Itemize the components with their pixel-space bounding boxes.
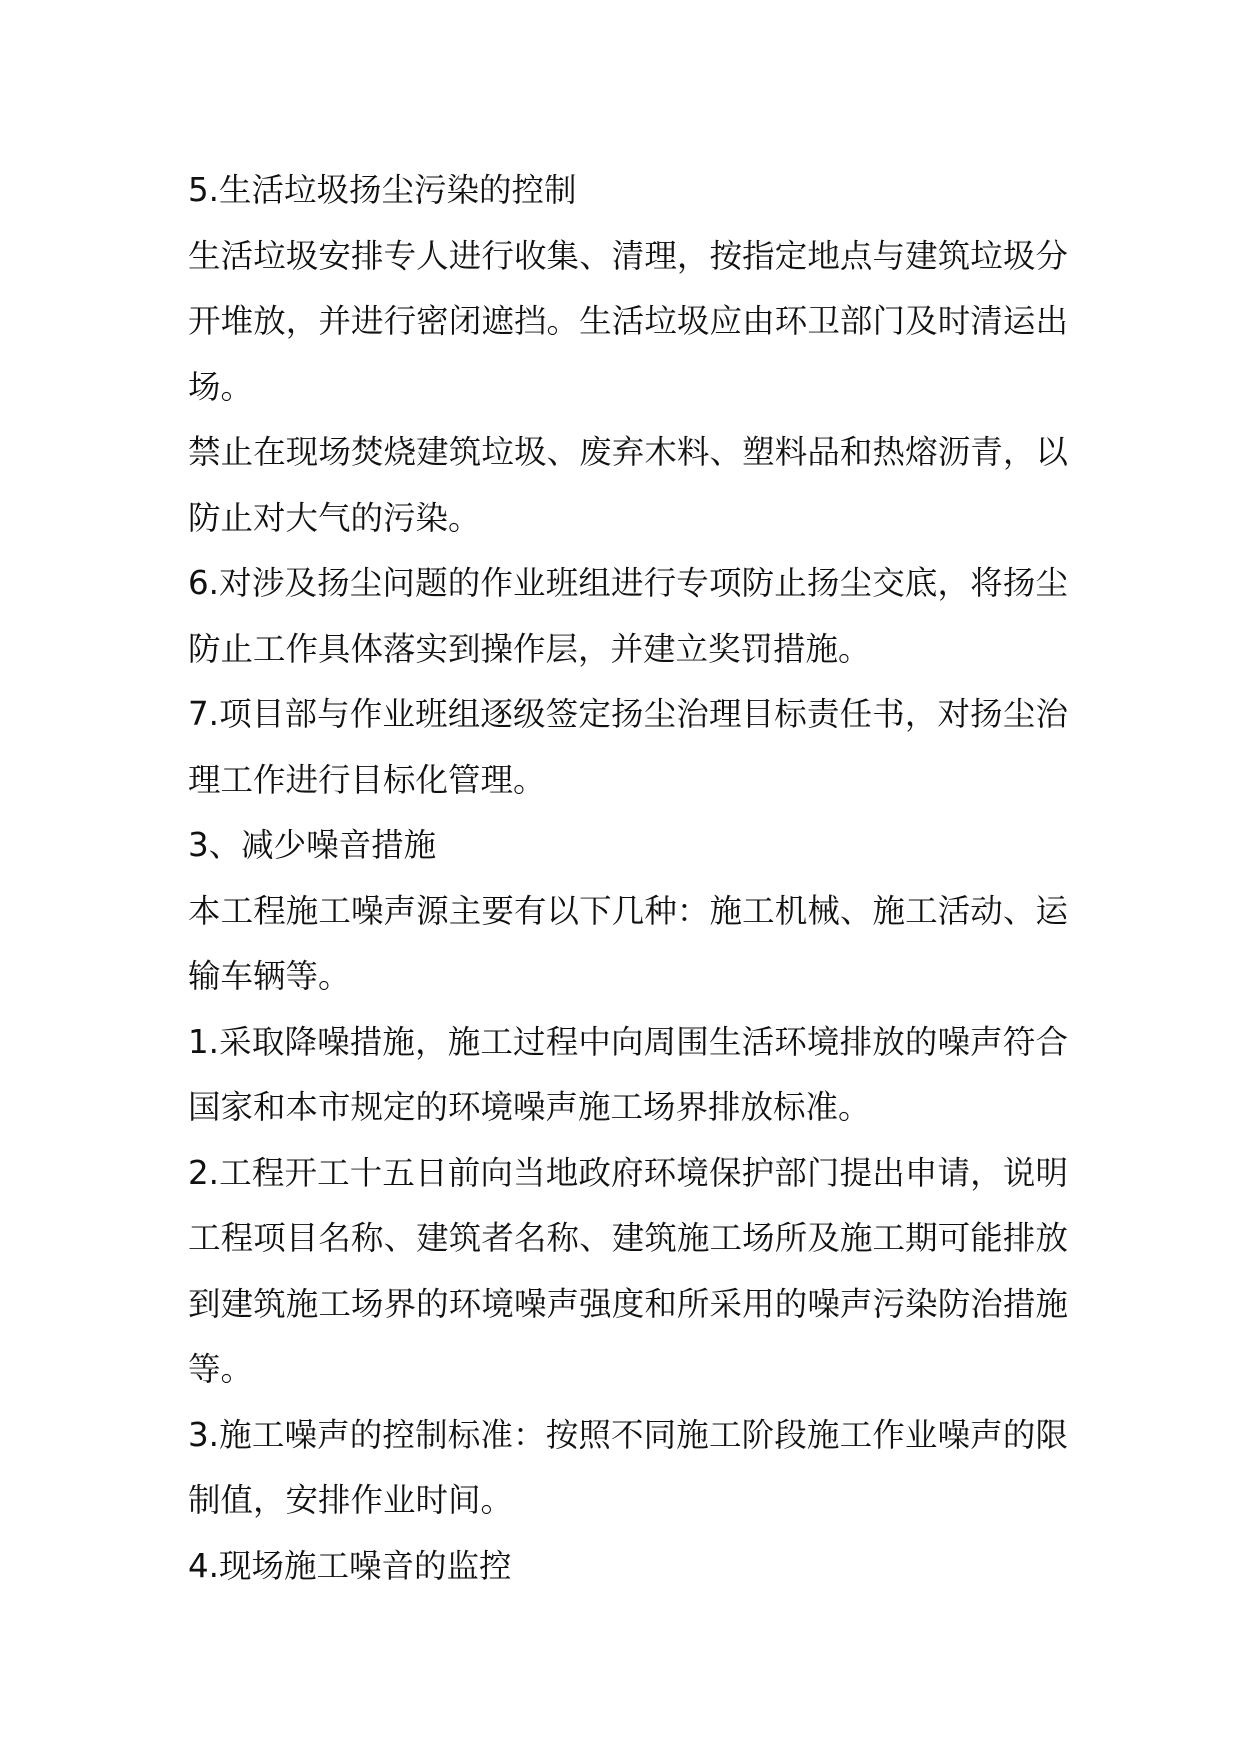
item-1-noise-measures: 1.采取降噪措施，施工过程中向周围生活环境排放的噪声符合国家和本市规定的环境噪声施工场界排放标准。 <box>188 1022 1068 1126</box>
item-6-dust-briefing: 6.对涉及扬尘问题的作业班组进行专项防止扬尘交底，将扬尘防止工作具体落实到操作层，并建立奖罚措施。 <box>188 564 1068 668</box>
section-heading-noise-reduction: 3、减少噪音措施 <box>188 826 437 864</box>
paragraph-noise-sources: 本工程施工噪声源主要有以下几种：施工机械、施工活动、运输车辆等。 <box>188 891 1068 995</box>
item-2-application: 2.工程开工十五日前向当地政府环境保护部门提出申请，说明工程项目名称、建筑者名称、建筑施工场所及施工期可能排放到建筑施工场界的环境噪声强度和所采用的噪声污染防治措施等。 <box>188 1153 1068 1388</box>
paragraph-burning-prohibition: 禁止在现场焚烧建筑垃圾、废弃木料、塑料品和热熔沥青，以防止对大气的污染。 <box>188 433 1068 537</box>
heading-domestic-waste-dust-control: 5.生活垃圾扬尘污染的控制 <box>188 171 577 209</box>
document-body <box>188 158 1068 1599</box>
item-4-noise-monitoring: 4.现场施工噪音的监控 <box>188 1546 512 1585</box>
paragraph-waste-collection: 生活垃圾安排专人进行收集、清理，按指定地点与建筑垃圾分开堆放，并进行密闭遮挡。生活垃圾应由环卫部门及时清运出场。 <box>188 236 1068 406</box>
item-3-noise-standard: 3.施工噪声的控制标准：按照不同施工阶段施工作业噪声的限制值，安排作业时间。 <box>188 1415 1068 1519</box>
item-7-responsibility-letter: 7.项目部与作业班组逐级签定扬尘治理目标责任书，对扬尘治理工作进行目标化管理。 <box>188 695 1068 799</box>
